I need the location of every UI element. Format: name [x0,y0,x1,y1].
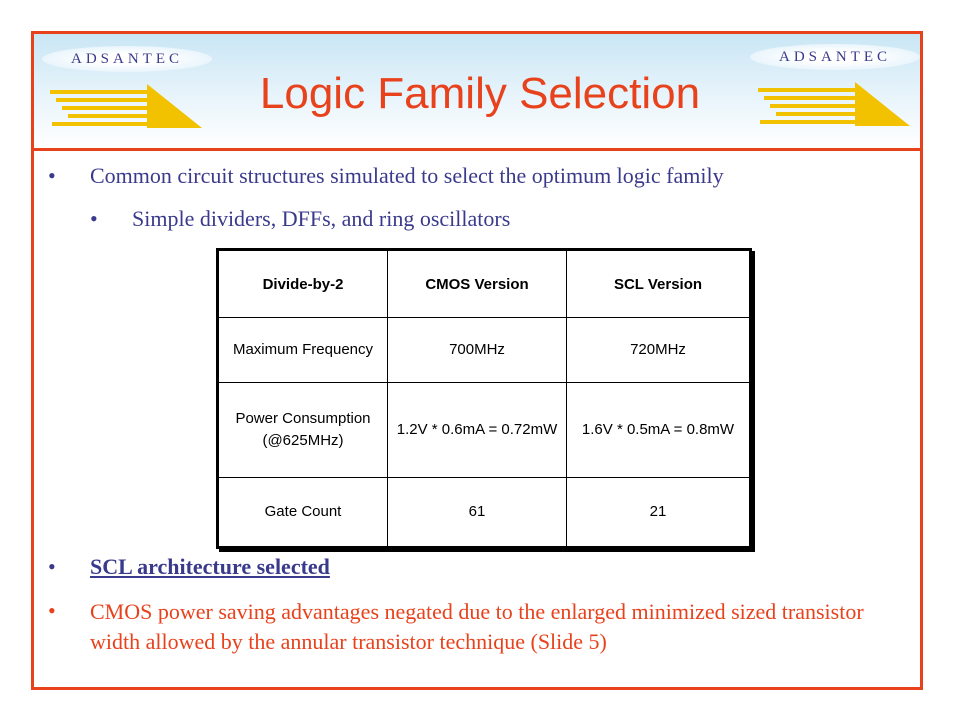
bullet-dot: • [90,206,98,231]
table-cell: Gate Count [218,478,388,548]
bullet-dot: • [48,598,56,623]
comparison-table [216,248,752,549]
table-row [218,318,751,383]
table-header-cell: SCL Version [567,250,751,318]
table-cell: 1.2V * 0.6mA = 0.72mW [388,383,567,478]
table-cell: 21 [567,478,751,548]
table-cell: 61 [388,478,567,548]
slide-title: Logic Family Selection [259,69,701,118]
bullet-text: Common circuit structures simulated to select the optimum logic family [90,163,724,188]
bullet-dot: • [48,163,56,188]
table-cell: Power Consumption (@625MHz) [218,383,388,478]
table-cell: Maximum Frequency [218,318,388,383]
bullet-text: Simple dividers, DFFs, and ring oscillators [132,206,511,231]
table-cell: 1.6V * 0.5mA = 0.8mW [567,383,751,478]
bullet-text: CMOS power saving advantages negated due to the enlarged minimized sized transistor width allowed by the annular transistor technique (Slide 5) [90,599,864,654]
table-header-cell: CMOS Version [388,250,567,318]
logo-text: ADSANTEC [778,49,891,65]
table-cell: 700MHz [388,318,567,383]
bullet-dot: • [48,554,56,579]
table-row [218,478,751,548]
table-cell: 720MHz [567,318,751,383]
table-header-row [218,250,751,318]
table-header-cell: Divide-by-2 [218,250,388,318]
logo-text: ADSANTEC [70,51,183,67]
table-row [218,383,751,478]
bullet-text-highlight: SCL architecture selected [90,554,330,579]
